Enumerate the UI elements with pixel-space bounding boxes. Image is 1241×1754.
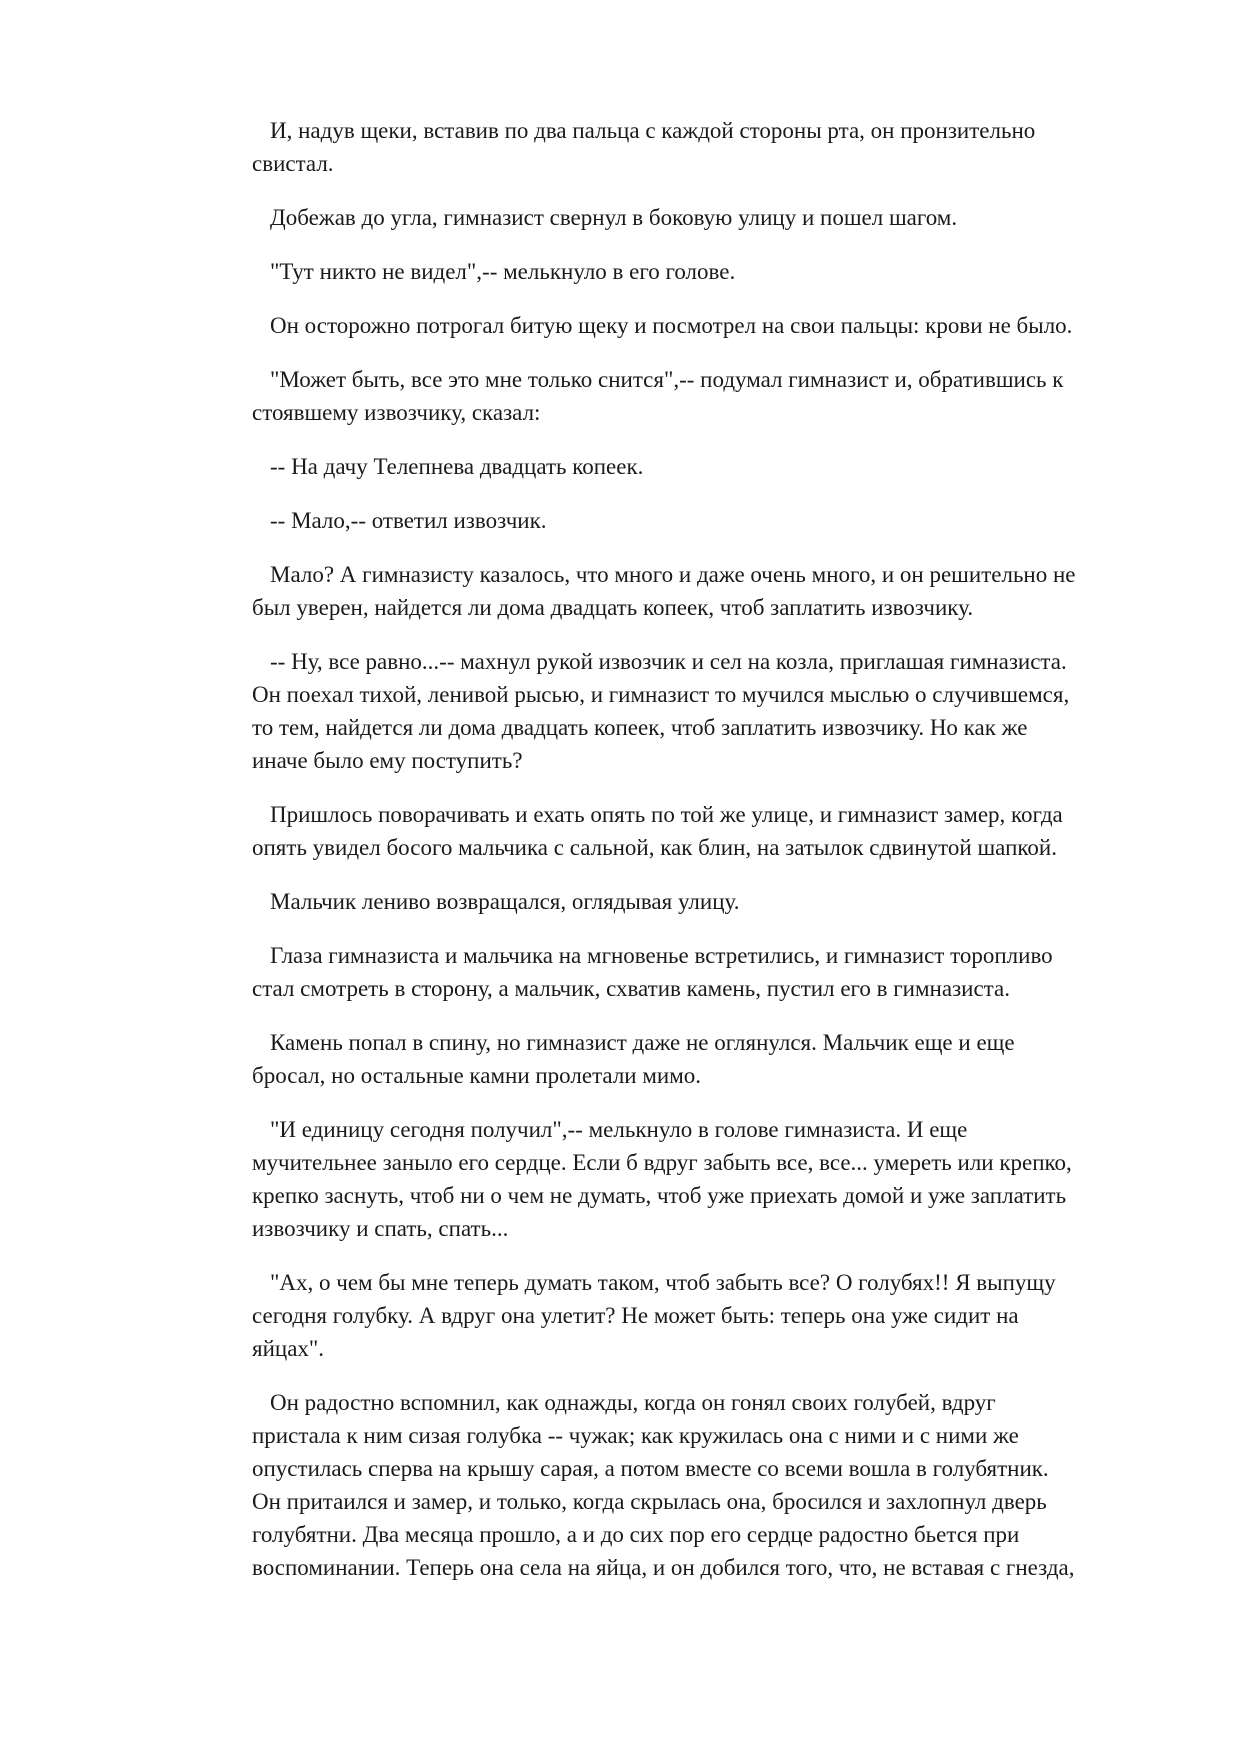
- text-line: сегодня голубку. А вдруг она улетит? Не может быть: теперь она уже сидит на: [252, 1303, 1019, 1328]
- text-line: яйцах".: [252, 1336, 325, 1361]
- text-line: Он радостно вспомнил, как однажды, когда он гонял своих голубей, вдруг: [270, 1390, 996, 1415]
- text-line: И, надув щеки, вставив по два пальца с каждой стороны рта, он пронзительно: [270, 118, 1036, 143]
- paragraph-4: [252, 309, 1162, 342]
- paragraph-1: [252, 114, 1162, 180]
- text-line: Мальчик лениво возвращался, оглядывая улицу.: [270, 889, 740, 914]
- text-line: опустилась сперва на крышу сарая, а потом вместе со всеми вошла в голубятник.: [252, 1456, 1049, 1481]
- paragraph-15: [252, 1266, 1162, 1365]
- text-line: Он осторожно потрогал битую щеку и посмотрел на свои пальцы: крови не было.: [270, 313, 1073, 338]
- paragraph-9: [252, 645, 1162, 777]
- paragraph-14: [252, 1113, 1162, 1245]
- paragraph-2: [252, 201, 1162, 234]
- text-line: -- Мало,-- ответил извозчик.: [270, 508, 547, 533]
- document-page: [252, 114, 1162, 1605]
- text-line: иначе было ему поступить?: [252, 748, 523, 773]
- text-line: Он притаился и замер, и только, когда скрылась она, бросился и захлопнул дверь: [252, 1489, 1047, 1514]
- text-line: "Ах, о чем бы мне теперь думать таком, чтоб забыть все? О голубях!! Я выпущу: [270, 1270, 1056, 1295]
- text-line: Пришлось поворачивать и ехать опять по той же улице, и гимназист замер, когда: [270, 802, 1063, 827]
- text-line: бросал, но остальные камни пролетали мимо.: [252, 1063, 702, 1088]
- text-line: стоявшему извозчику, сказал:: [252, 400, 541, 425]
- text-line: "Тут никто не видел",-- мелькнуло в его голове.: [270, 259, 736, 284]
- paragraph-11: [252, 885, 1162, 918]
- text-line: то тем, найдется ли дома двадцать копеек, чтоб заплатить извозчику. Но как же: [252, 715, 1028, 740]
- paragraph-6: [252, 450, 1162, 483]
- paragraph-7: [252, 504, 1162, 537]
- text-line: стал смотреть в сторону, а мальчик, схватив камень, пустил его в гимназиста.: [252, 976, 1010, 1001]
- text-line: свистал.: [252, 151, 334, 176]
- text-line: "И единицу сегодня получил",-- мелькнуло в голове гимназиста. И еще: [270, 1117, 968, 1142]
- paragraph-12: [252, 939, 1162, 1005]
- text-line: пристала к ним сизая голубка -- чужак; как кружилась она с ними и с ними же: [252, 1423, 1019, 1448]
- text-line: Камень попал в спину, но гимназист даже не оглянулся. Мальчик еще и еще: [270, 1030, 1015, 1055]
- paragraph-10: [252, 798, 1162, 864]
- paragraph-13: [252, 1026, 1162, 1092]
- text-line: "Может быть, все это мне только снится",-- подумал гимназист и, обратившись к: [270, 367, 1064, 392]
- text-line: -- Ну, все равно...-- махнул рукой извозчик и сел на козла, приглашая гимназиста.: [270, 649, 1067, 674]
- text-line: опять увидел босого мальчика с сальной, как блин, на затылок сдвинутой шапкой.: [252, 835, 1057, 860]
- text-line: воспоминании. Теперь она села на яйца, и он добился того, что, не вставая с гнезда,: [252, 1555, 1075, 1580]
- text-line: голубятни. Два месяца прошло, а и до сих пор его сердце радостно бьется при: [252, 1522, 1020, 1547]
- text-line: извозчику и спать, спать...: [252, 1216, 509, 1241]
- text-line: Глаза гимназиста и мальчика на мгновенье встретились, и гимназист торопливо: [270, 943, 1053, 968]
- text-line: был уверен, найдется ли дома двадцать копеек, чтоб заплатить извозчику.: [252, 595, 974, 620]
- text-line: Мало? А гимназисту казалось, что много и даже очень много, и он решительно не: [270, 562, 1076, 587]
- paragraph-16: [252, 1386, 1162, 1584]
- paragraph-8: [252, 558, 1162, 624]
- text-line: Он поехал тихой, ленивой рысью, и гимназист то мучился мыслью о случившемся,: [252, 682, 1070, 707]
- paragraph-3: [252, 255, 1162, 288]
- text-line: мучительнее заныло его сердце. Если б вдруг забыть все, все... умереть или крепко,: [252, 1150, 1072, 1175]
- text-line: Добежав до угла, гимназист свернул в боковую улицу и пошел шагом.: [270, 205, 958, 230]
- text-line: -- На дачу Телепнева двадцать копеек.: [270, 454, 644, 479]
- text-line: крепко заснуть, чтоб ни о чем не думать, чтоб уже приехать домой и уже заплатить: [252, 1183, 1067, 1208]
- paragraph-5: [252, 363, 1162, 429]
